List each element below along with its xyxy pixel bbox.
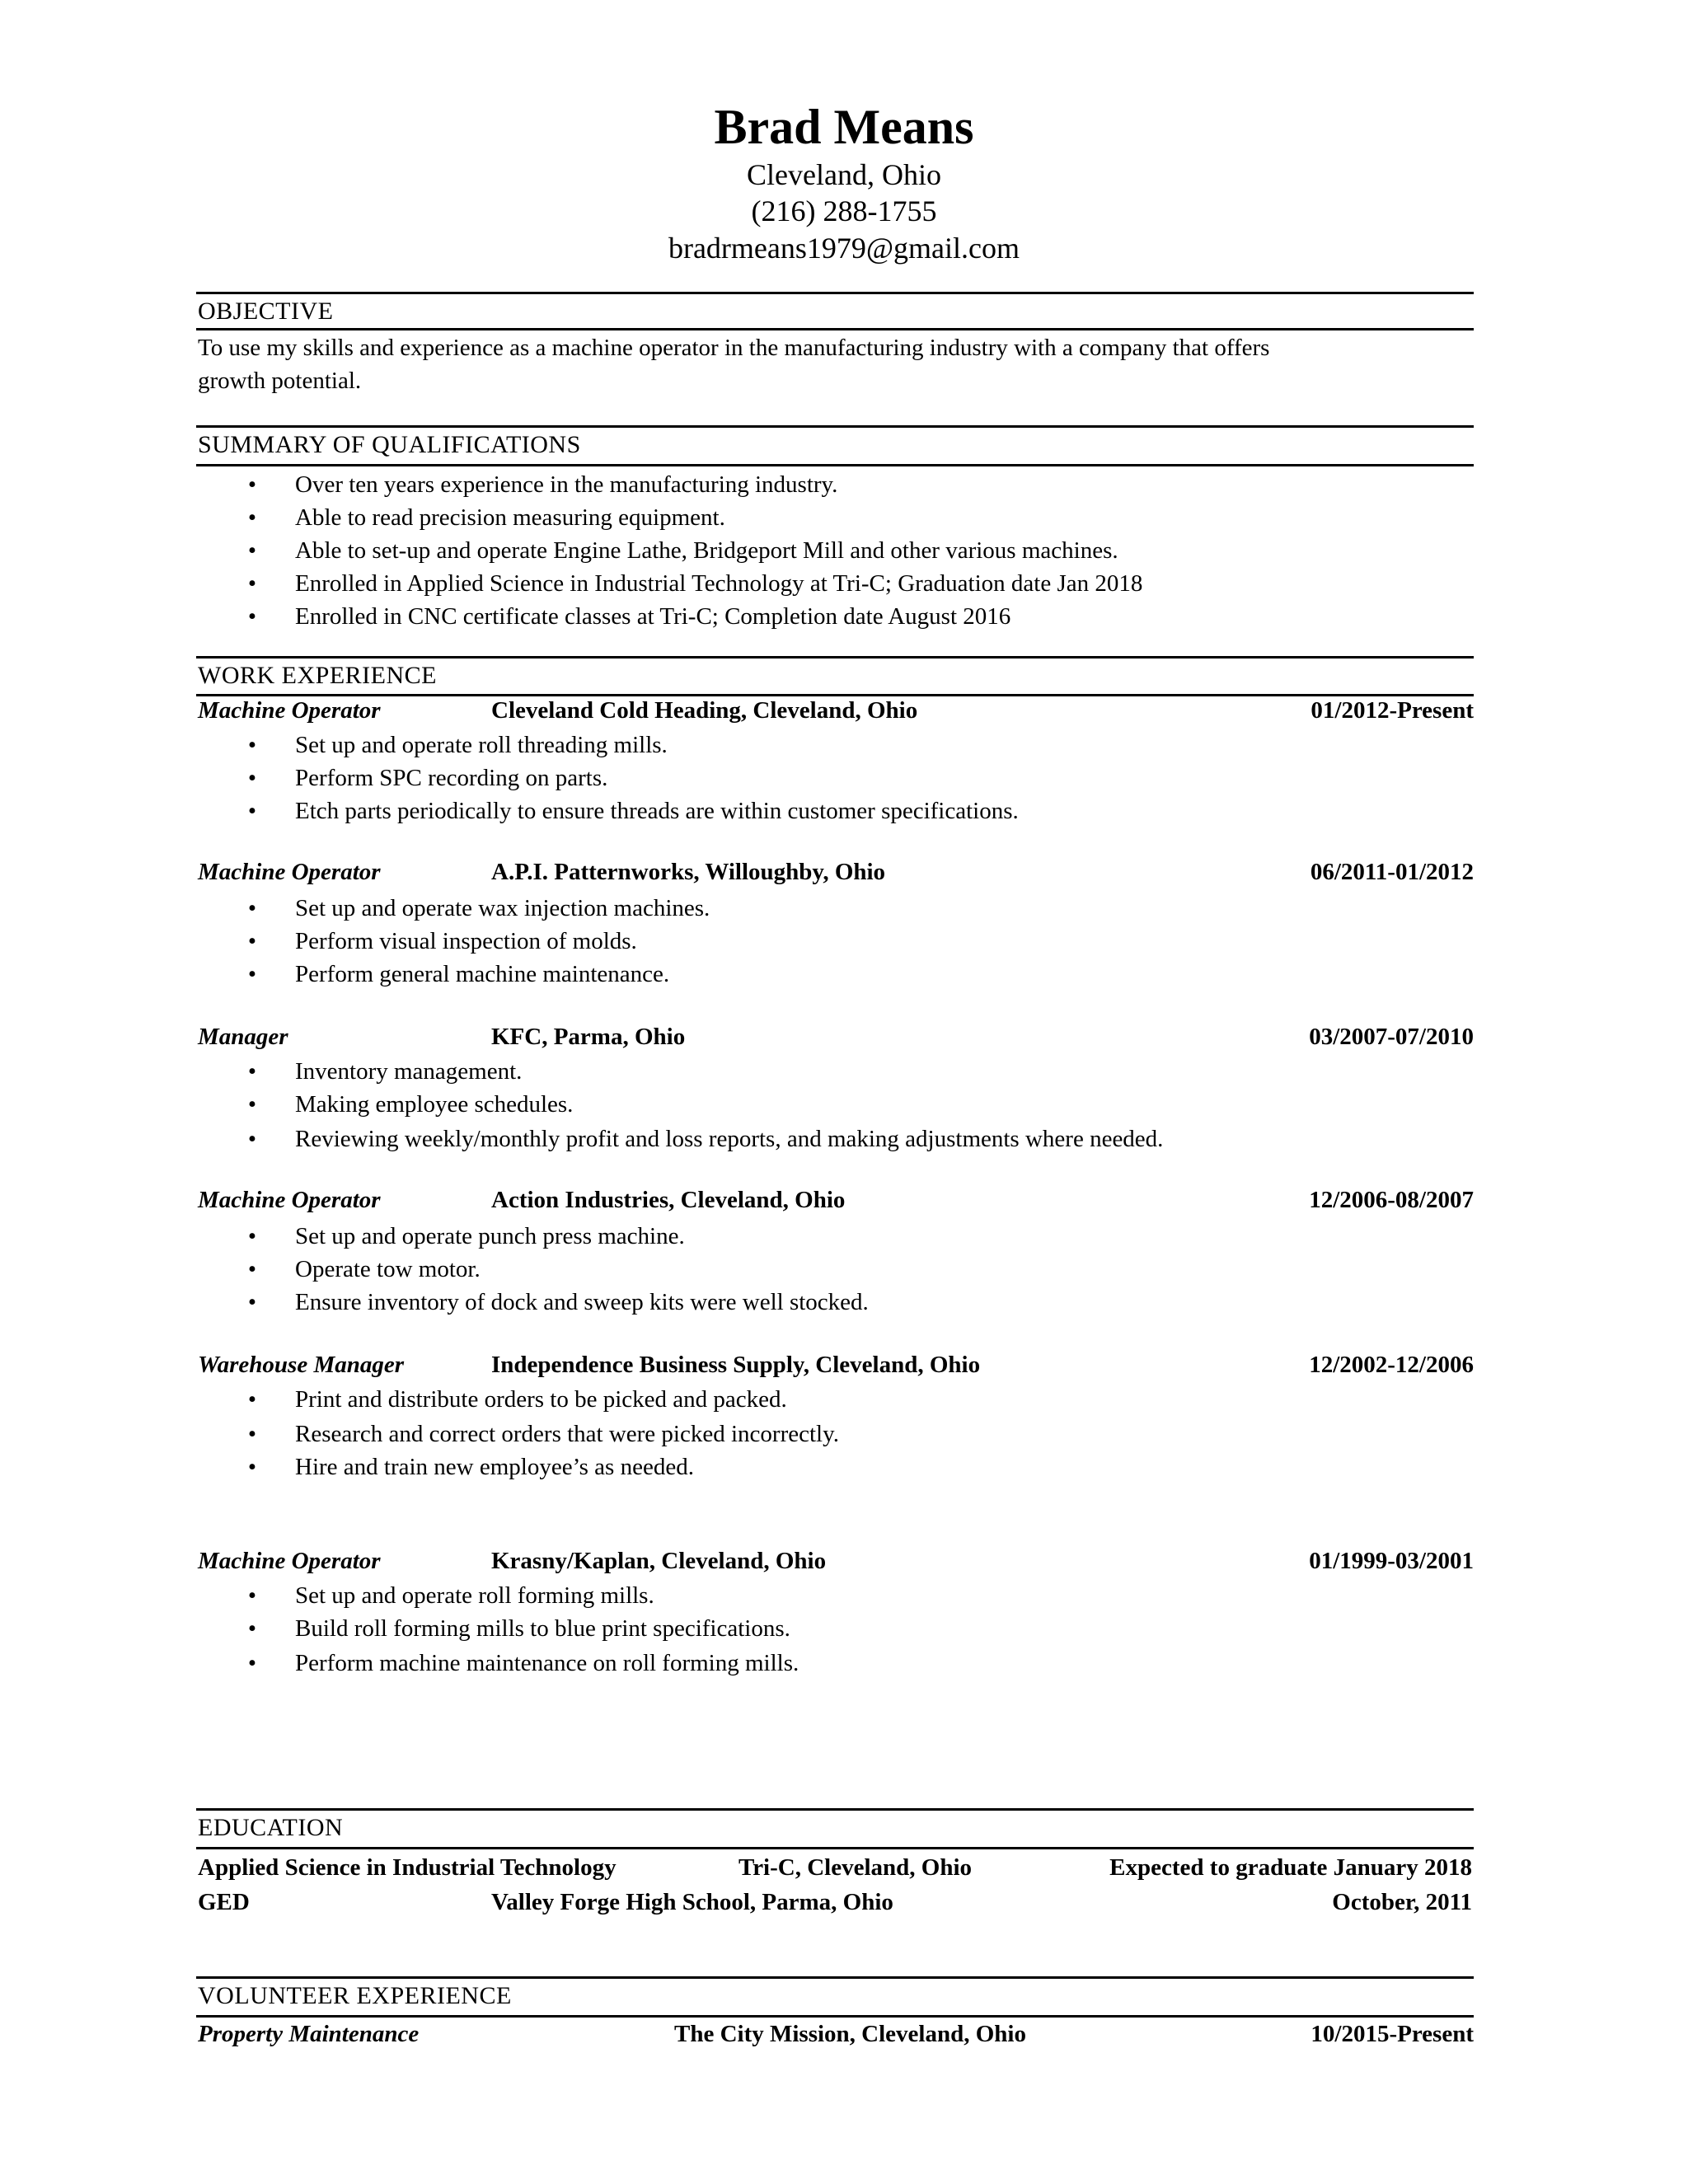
- work-experience-heading: WORK EXPERIENCE: [198, 662, 437, 689]
- bullet-icon: •: [247, 471, 257, 498]
- section-divider: [196, 292, 1474, 294]
- job-dates: 03/2007-07/2010: [1309, 1024, 1474, 1050]
- job-duty: • Research and correct orders that were picked incorrectly.: [0, 1418, 1688, 1451]
- job-company: Independence Business Supply, Cleveland, Ohio: [491, 1352, 981, 1378]
- bullet-icon: •: [247, 1582, 257, 1609]
- job-duty: • Hire and train new employee’s as needed.: [0, 1451, 1688, 1483]
- job-duty: • Making employee schedules.: [0, 1088, 1688, 1121]
- job-header: [0, 1183, 1688, 1216]
- bullet-icon: •: [247, 504, 257, 531]
- education-degree: Applied Science in Industrial Technology: [198, 1854, 617, 1881]
- job-duty: • Set up and operate roll threading mills.: [0, 729, 1688, 762]
- qualification-item: • Able to set-up and operate Engine Lathe, Bridgeport Mill and other various machines.: [0, 534, 1688, 567]
- job-company: Cleveland Cold Heading, Cleveland, Ohio: [491, 697, 918, 724]
- job-dates: 01/1999-03/2001: [1309, 1548, 1474, 1574]
- education-date: October, 2011: [1332, 1889, 1472, 1915]
- job-duty: • Build roll forming mills to blue print specifications.: [0, 1612, 1688, 1645]
- section-divider: [196, 1847, 1474, 1849]
- education-entry: [0, 1886, 1688, 1919]
- job-title: Machine Operator: [198, 697, 381, 724]
- objective-text-line-1: To use my skills and experience as a machine operator in the manufacturing industry with a company that offers: [198, 335, 1270, 361]
- job-duty: • Inventory management.: [0, 1055, 1688, 1088]
- section-divider: [196, 464, 1474, 466]
- job-duty: • Perform SPC recording on parts.: [0, 762, 1688, 794]
- job-duty: • Perform general machine maintenance.: [0, 958, 1688, 991]
- section-divider: [196, 1808, 1474, 1811]
- section-divider: [196, 1976, 1474, 1979]
- job-header: [0, 1544, 1688, 1577]
- volunteer-dates: 10/2015-Present: [1311, 2021, 1474, 2047]
- job-dates: 12/2002-12/2006: [1309, 1352, 1474, 1378]
- job-header: [0, 1348, 1688, 1381]
- qualification-item: • Able to read precision measuring equipment.: [0, 501, 1688, 534]
- objective-text-line-2: growth potential.: [198, 368, 362, 394]
- bullet-icon: •: [247, 603, 257, 630]
- bullet-icon: •: [247, 1421, 257, 1447]
- job-company: A.P.I. Patternworks, Willoughby, Ohio: [491, 859, 886, 885]
- bullet-icon: •: [247, 537, 257, 564]
- bullet-icon: •: [247, 1650, 257, 1676]
- job-header: [0, 694, 1688, 727]
- qualification-item: • Over ten years experience in the manufacturing industry.: [0, 468, 1688, 501]
- bullet-icon: •: [247, 798, 257, 824]
- job-duty: • Perform visual inspection of molds.: [0, 925, 1688, 958]
- education-date: Expected to graduate January 2018: [1109, 1854, 1472, 1881]
- qualification-item: • Enrolled in CNC certificate classes at Tri-C; Completion date August 2016: [0, 600, 1688, 633]
- qualification-item: • Enrolled in Applied Science in Industrial Technology at Tri-C; Graduation date Jan 2018: [0, 567, 1688, 600]
- bullet-icon: •: [247, 1256, 257, 1282]
- volunteer-role: Property Maintenance: [198, 2021, 420, 2047]
- volunteer-organization: The City Mission, Cleveland, Ohio: [674, 2021, 1026, 2047]
- education-entry: [0, 1851, 1688, 1884]
- bullet-icon: •: [247, 961, 257, 987]
- section-divider: [196, 425, 1474, 428]
- job-duty: • Operate tow motor.: [0, 1253, 1688, 1286]
- job-dates: 12/2006-08/2007: [1309, 1187, 1474, 1213]
- candidate-phone: (216) 288-1755: [751, 194, 937, 227]
- job-duty: • Etch parts periodically to ensure threads are within customer specifications.: [0, 794, 1688, 827]
- bullet-icon: •: [247, 1058, 257, 1085]
- job-duty: • Reviewing weekly/monthly profit and loss reports, and making adjustments where needed.: [0, 1122, 1688, 1155]
- job-company: Action Industries, Cleveland, Ohio: [491, 1187, 846, 1213]
- education-degree: GED: [198, 1889, 250, 1915]
- bullet-icon: •: [247, 1126, 257, 1152]
- bullet-icon: •: [247, 1091, 257, 1118]
- bullet-icon: •: [247, 1615, 257, 1642]
- bullet-icon: •: [247, 765, 257, 791]
- bullet-icon: •: [247, 1223, 257, 1249]
- volunteer-heading: VOLUNTEER EXPERIENCE: [198, 1982, 512, 2009]
- education-school: Valley Forge High School, Parma, Ohio: [491, 1889, 893, 1915]
- bullet-icon: •: [247, 1289, 257, 1315]
- job-title: Machine Operator: [198, 1548, 381, 1574]
- job-title: Warehouse Manager: [198, 1352, 405, 1378]
- volunteer-entry: [0, 2018, 1688, 2050]
- education-heading: EDUCATION: [198, 1814, 344, 1841]
- bullet-icon: •: [247, 570, 257, 597]
- job-company: KFC, Parma, Ohio: [491, 1024, 686, 1050]
- job-header: [0, 1020, 1688, 1053]
- job-title: Machine Operator: [198, 859, 381, 885]
- job-duty: • Set up and operate punch press machine.: [0, 1220, 1688, 1253]
- objective-heading: OBJECTIVE: [198, 298, 334, 325]
- job-dates: 06/2011-01/2012: [1310, 859, 1474, 885]
- job-duty: • Print and distribute orders to be picked and packed.: [0, 1383, 1688, 1416]
- job-title: Manager: [198, 1024, 288, 1050]
- bullet-icon: •: [247, 732, 257, 758]
- bullet-icon: •: [247, 1454, 257, 1480]
- job-header: [0, 855, 1688, 888]
- education-school: Tri-C, Cleveland, Ohio: [738, 1854, 973, 1881]
- candidate-email: bradrmeans1979@gmail.com: [668, 232, 1020, 265]
- job-duty: • Set up and operate wax injection machines.: [0, 892, 1688, 925]
- job-dates: 01/2012-Present: [1311, 697, 1474, 724]
- candidate-name: Brad Means: [714, 100, 974, 154]
- section-divider: [196, 328, 1474, 330]
- bullet-icon: •: [247, 928, 257, 954]
- candidate-location: Cleveland, Ohio: [747, 158, 941, 191]
- summary-heading: SUMMARY OF QUALIFICATIONS: [198, 431, 581, 458]
- bullet-icon: •: [247, 895, 257, 921]
- section-divider: [196, 656, 1474, 658]
- job-duty: • Ensure inventory of dock and sweep kits were well stocked.: [0, 1286, 1688, 1319]
- job-duty: • Perform machine maintenance on roll forming mills.: [0, 1647, 1688, 1680]
- job-title: Machine Operator: [198, 1187, 381, 1213]
- job-company: Krasny/Kaplan, Cleveland, Ohio: [491, 1548, 827, 1574]
- job-duty: • Set up and operate roll forming mills.: [0, 1579, 1688, 1612]
- bullet-icon: •: [247, 1386, 257, 1413]
